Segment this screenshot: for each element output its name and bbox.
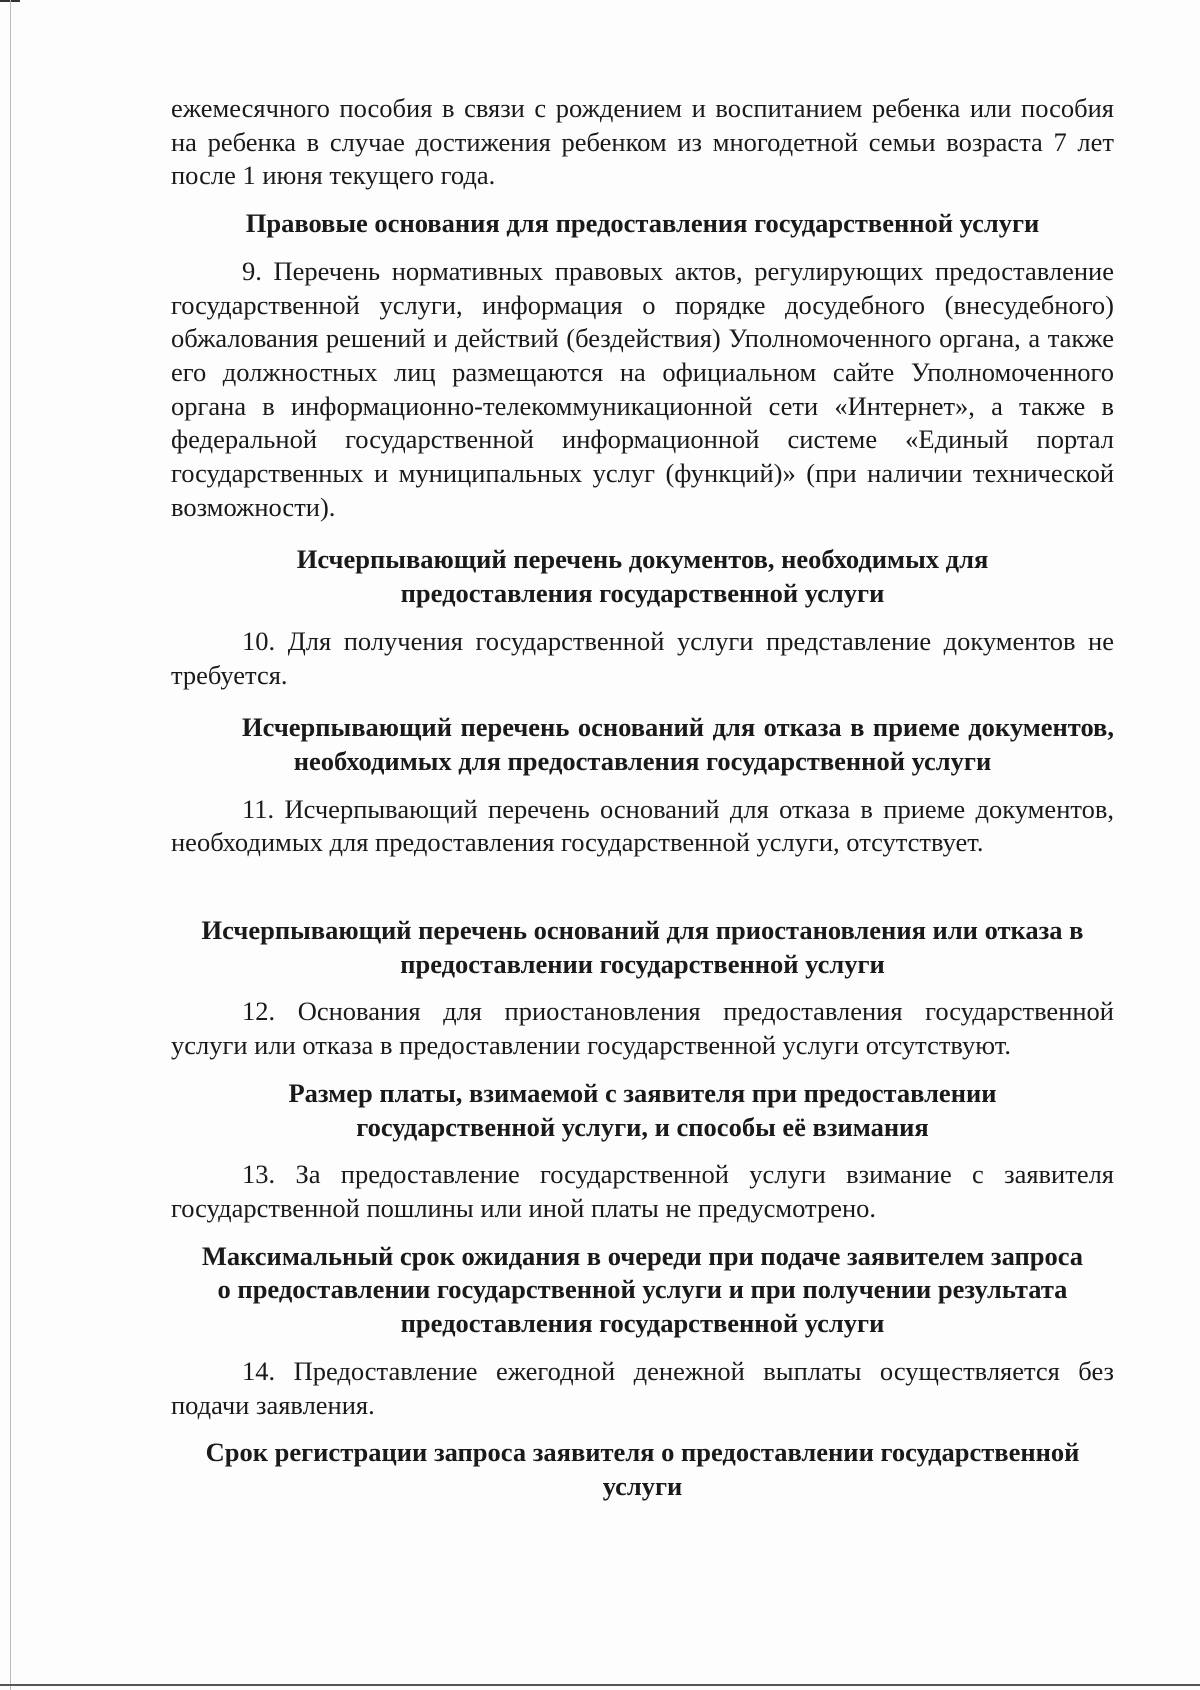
paragraph-11: 11. Исчерпывающий перечень оснований для отказа в приеме документов, необходимых для предоставления государственной услуги, отсутствует. bbox=[171, 793, 1114, 858]
heading-queue-time bbox=[171, 1240, 1114, 1341]
paragraph-12: 12. Основания для приостановления предоставления государственной услуги или отказа в предоставлении государственной услуги отсутствуют. bbox=[171, 996, 1114, 1061]
heading-queue-line-1: Максимальный срок ожидания в очереди при подаче заявителем запроса bbox=[201, 1240, 1084, 1271]
heading-fee-line-1: Размер платы, взимаемой с заявителя при предоставлении bbox=[288, 1077, 997, 1108]
heading-fee bbox=[171, 1077, 1114, 1144]
heading-suspension-line-2: предоставлении государственной услуги bbox=[400, 948, 885, 979]
heading-suspension-grounds bbox=[171, 914, 1114, 981]
heading-documents-line-2: предоставления государственной услуги bbox=[400, 578, 885, 609]
scan-bottom-edge bbox=[0, 1684, 1200, 1686]
scan-left-edge bbox=[10, 0, 11, 1690]
paragraph-14: 14. Предоставление ежегодной денежной выплаты осуществляется без подачи заявления. bbox=[171, 1355, 1114, 1420]
heading-queue-line-2: о предоставлении государственной услуги и при получении результата bbox=[217, 1274, 1068, 1305]
heading-documents bbox=[171, 543, 1114, 610]
paragraph-10: 10. Для получения государственной услуги представление документов не требуется. bbox=[171, 625, 1114, 690]
heading-registration-line-2: услуги bbox=[602, 1470, 683, 1501]
heading-queue-line-3: предоставления государственной услуги bbox=[400, 1308, 885, 1339]
heading-registration-time bbox=[171, 1436, 1114, 1503]
heading-documents-line-1: Исчерпывающий перечень документов, необходимых для bbox=[296, 544, 989, 575]
heading-legal-basis: Правовые основания для предоставления государственной услуги bbox=[245, 208, 1040, 239]
heading-refusal-grounds: Исчерпывающий перечень оснований для отказа в приеме документов, необходимых для предоставления государственной услуги bbox=[242, 712, 1114, 776]
paragraph-13: 13. За предоставление государственной услуги взимание с заявителя государственной пошлины или иной платы не предусмотрено. bbox=[171, 1159, 1114, 1223]
intro-paragraph: ежемесячного пособия в связи с рождением и воспитанием ребенка или пособия на ребенка в случае достижения ребенком из многодетной семьи возраста 7 лет после 1 июня текущего года. bbox=[171, 93, 1114, 191]
heading-registration-line-1: Срок регистрации запроса заявителя о предоставлении государственной bbox=[205, 1437, 1080, 1468]
heading-fee-line-2: государственной услуги, и способы её взимания bbox=[356, 1111, 929, 1142]
document-body bbox=[171, 92, 1114, 1504]
paragraph-9: 9. Перечень нормативных правовых актов, регулирующих предоставление государственной услуги, информация о порядке досудебного (внесудебного) обжалования решений и действий (бездействия) Уполномоченного органа, а также его должностных лиц размещаются на официальном сайте Уполномоченного органа в информационно-телекоммуникационной сети «Интернет», а также в федеральной государственной информационной системе «Единый портал государственных и муниципальных услуг (функций)» (при наличии технической возможности). bbox=[171, 255, 1114, 522]
heading-suspension-line-1: Исчерпывающий перечень оснований для приостановления или отказа в bbox=[201, 915, 1084, 946]
